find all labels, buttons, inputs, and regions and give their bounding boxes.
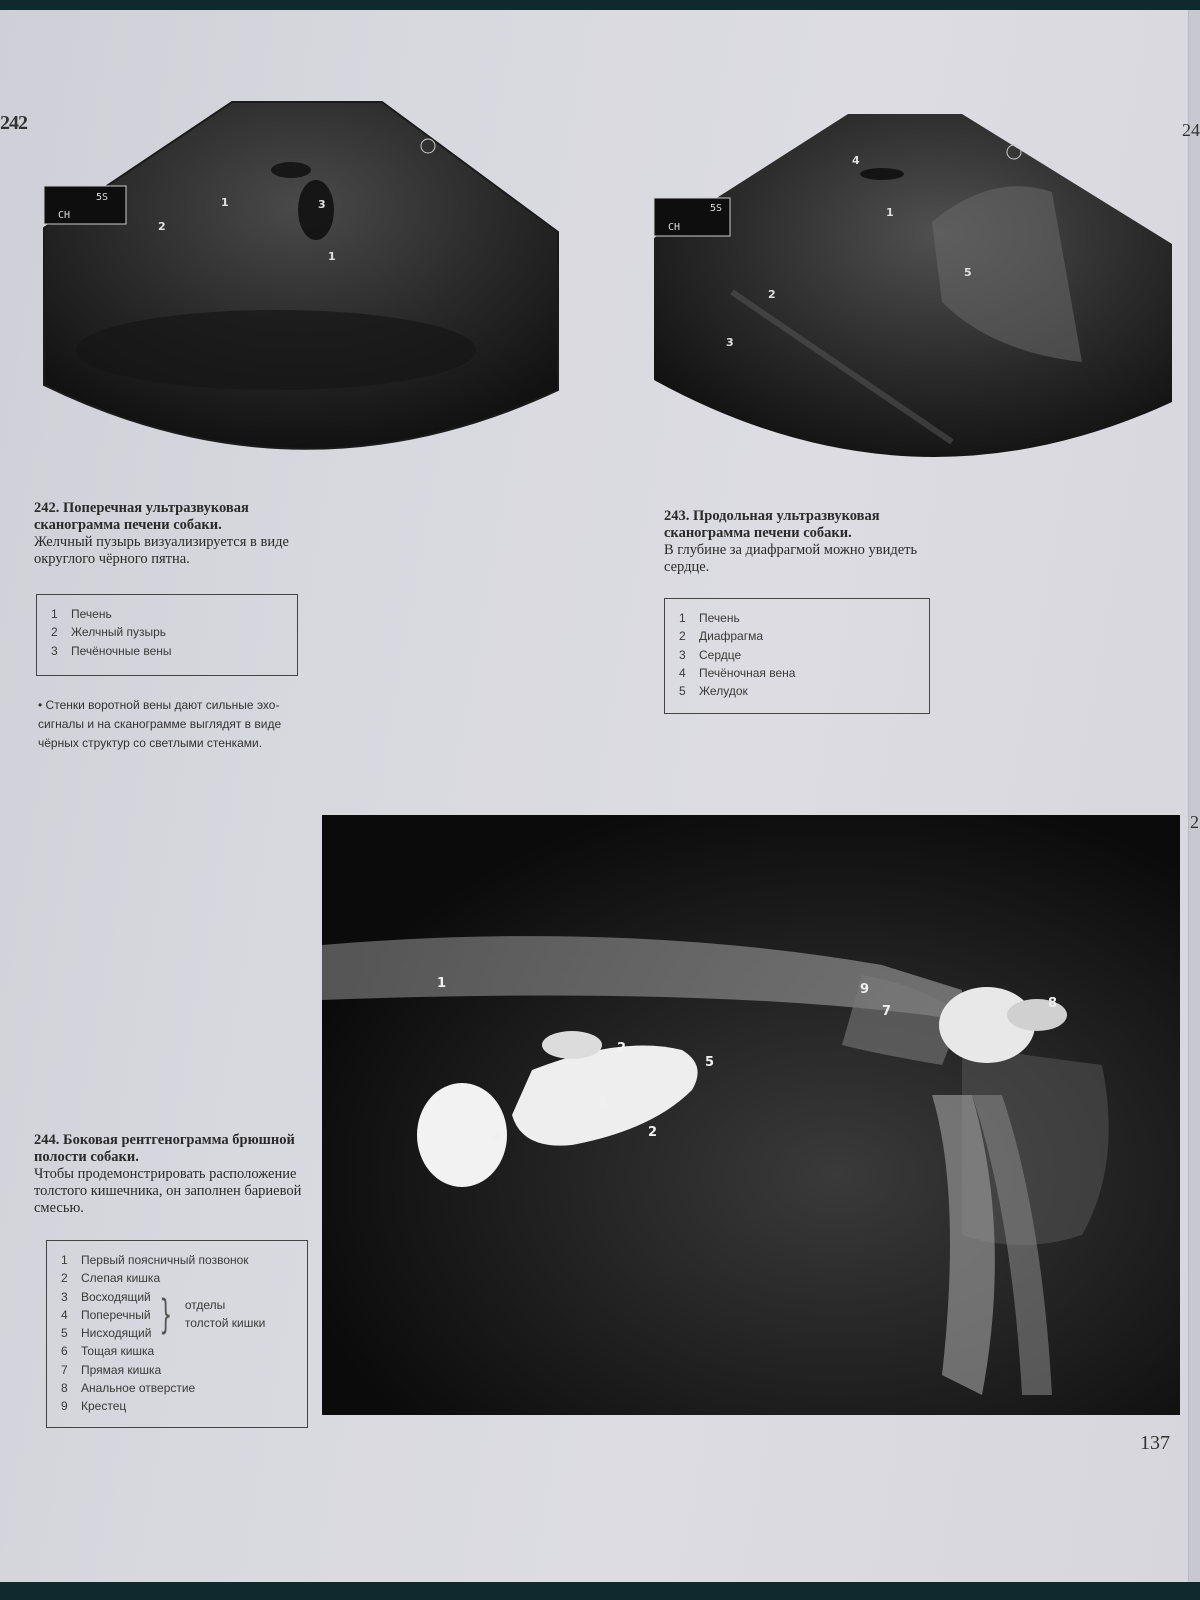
page-number-right: 24 <box>1182 120 1200 140</box>
brace-icon: } <box>159 1291 173 1338</box>
label-anus: 8 <box>1048 996 1058 1011</box>
brace-label: отделы толстой кишки <box>184 1297 266 1330</box>
legend-row: 4 Печёночная вена <box>679 665 796 680</box>
screen-info-5s: 5S <box>96 192 109 203</box>
legend-row: 1 Печень <box>679 611 740 625</box>
label-hepatic-veins: 3 <box>318 198 326 211</box>
label-lumbar-vertebra: 1 <box>437 976 447 991</box>
label-transverse: 4 <box>492 1130 502 1145</box>
screen-info-ch: CH <box>58 210 71 221</box>
ultrasound-image-243 <box>652 112 1180 472</box>
legend-row: 1 Печень <box>51 607 112 621</box>
page-number-left: 242 <box>0 112 27 134</box>
xray-image-244 <box>322 815 1180 1415</box>
label-stomach: 5 <box>964 266 972 279</box>
legend-row: 2 Диафрагма <box>679 629 764 644</box>
caption-242 <box>34 500 304 568</box>
legend-row: 2 Желчный пузырь <box>51 625 167 640</box>
caption-243 <box>664 508 934 576</box>
caption-242-title: 242. Поперечная ультразвуковая сканограмма печени собаки. <box>34 500 249 533</box>
legend-row: 5 Желудок <box>679 684 748 699</box>
screen-info-ch: CH <box>668 222 681 233</box>
caption-242-desc: Желчный пузырь визуализируется в виде округлого чёрного пятна. <box>34 534 289 567</box>
label-liver-2: 1 <box>328 250 336 263</box>
label-descending: 5 <box>705 1055 715 1070</box>
label-sacrum: 9 <box>860 982 870 997</box>
page-number-right-lower: 2 <box>1190 812 1199 832</box>
screen-info-5s: 5S <box>710 203 723 214</box>
label-diaphragm: 2 <box>768 288 776 301</box>
legend-row: 5 Нисходящий <box>61 1326 152 1341</box>
legend-row: 9 Крестец <box>61 1399 127 1414</box>
caption-244 <box>34 1132 304 1217</box>
caption-243-title: 243. Продольная ультразвуковая сканограмма печени собаки. <box>664 508 880 541</box>
note-242: • Стенки воротной вены дают сильные эхо-сигналы и на сканограмме выглядят в виде чёрных структур со светлыми стенками. <box>38 698 282 750</box>
legend-row: 2 Слепая кишка <box>61 1271 161 1286</box>
facing-page-edge <box>1188 10 1200 1582</box>
label-liver: 1 <box>221 196 229 209</box>
caption-244-desc: Чтобы продемонстрировать расположение толстого кишечника, он заполнен бариевой смесью. <box>34 1166 302 1216</box>
label-hepatic-vein: 4 <box>852 154 860 167</box>
legend-244 <box>46 1240 308 1428</box>
legend-row: 7 Прямая кишка <box>61 1362 162 1377</box>
page-number-bottom: 137 <box>1140 1432 1170 1454</box>
legend-243 <box>664 598 930 714</box>
legend-row: 3 Сердце <box>679 647 742 662</box>
caption-244-title: 244. Боковая рентгенограмма брюшной полости собаки. <box>34 1132 295 1165</box>
caption-243-desc: В глубине за диафрагмой можно увидеть сердце. <box>664 542 918 575</box>
legend-row: 3 Восходящий <box>61 1289 151 1304</box>
label-rectum: 7 <box>882 1004 892 1019</box>
label-heart: 3 <box>726 336 734 349</box>
legend-row: 3 Печёночные вены <box>51 643 172 658</box>
label-ascending: 3 <box>598 1096 608 1111</box>
legend-row: 4 Поперечный <box>61 1307 151 1322</box>
label-cecum: 2 <box>617 1041 627 1056</box>
legend-242 <box>36 594 298 676</box>
legend-brace-group <box>61 1288 293 1343</box>
legend-row: 6 Тощая кишка <box>61 1344 155 1359</box>
label-liver: 1 <box>886 206 894 219</box>
label-gallbladder: 2 <box>158 220 166 233</box>
legend-row: 8 Анальное отверстие <box>61 1381 196 1396</box>
ultrasound-image-242 <box>36 100 566 460</box>
label-cecum-2: 2 <box>648 1125 658 1140</box>
legend-row: 1 Первый поясничный позвонок <box>61 1253 249 1267</box>
